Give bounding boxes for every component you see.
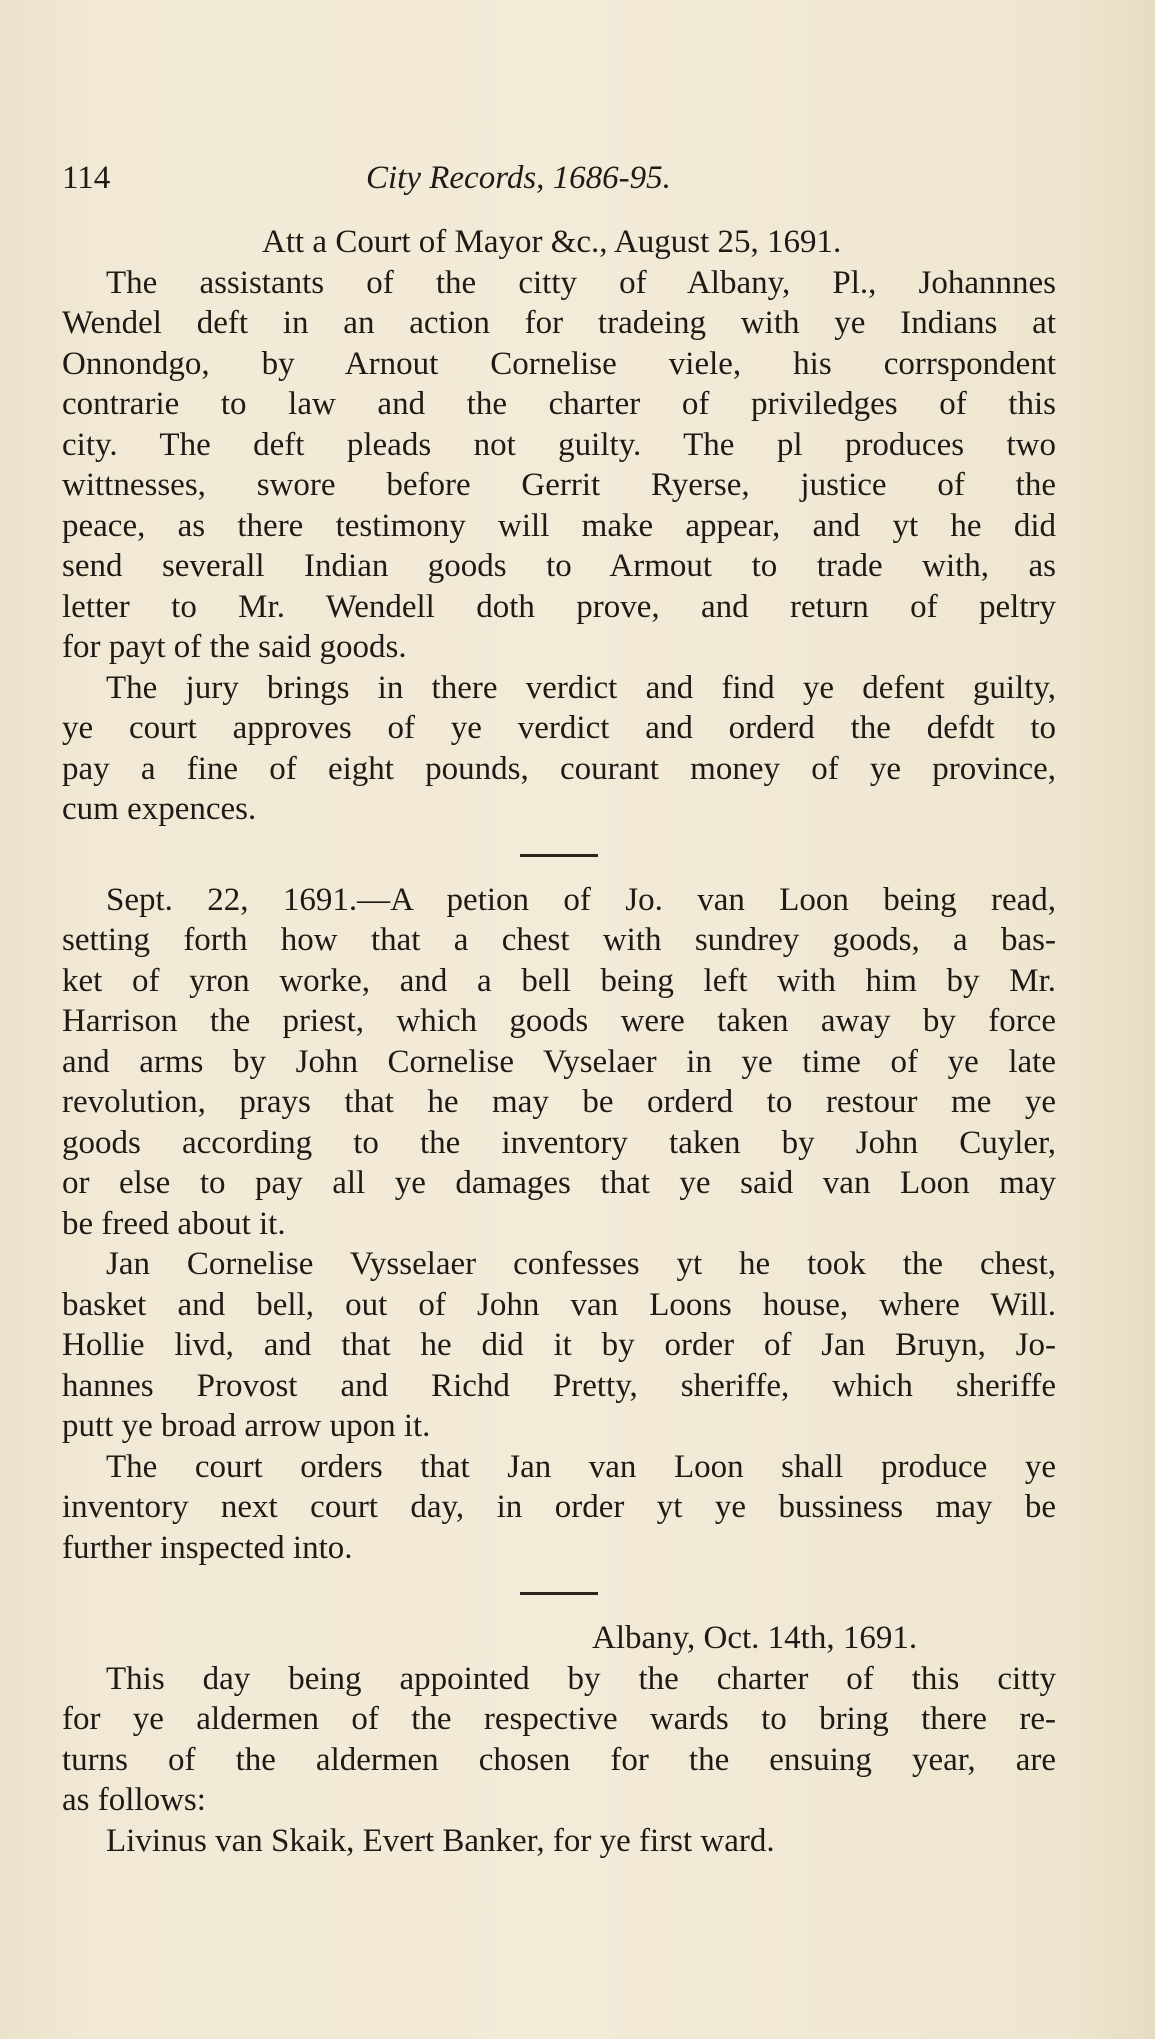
text-line: as follows: xyxy=(62,1782,206,1818)
court-dateline: Att a Court of Mayor &c., August 25, 1691. xyxy=(262,224,842,260)
paragraph-aldermen-returns xyxy=(62,1659,1056,1821)
text-line: or else to pay all ye damages that ye said van Loon may xyxy=(62,1165,1056,1201)
text-line: wittnesses, swore before Gerrit Ryerse, justice of the xyxy=(62,467,1056,503)
page-number: 114 xyxy=(62,160,111,196)
paragraph-van-loon-petition xyxy=(62,880,1056,1245)
text-line: Sept. 22, 1691.—A petion of Jo. van Loon being read, xyxy=(106,881,1056,918)
text-line: peace, as there testimony will make appear, and yt he did xyxy=(62,507,1056,544)
text-line: send severall Indian goods to Armout to trade with, as xyxy=(62,548,1056,584)
text-line: Hollie livd, and that he did it by order of Jan Bruyn, Jo- xyxy=(62,1327,1056,1363)
paragraph-jury-verdict xyxy=(62,668,1056,830)
text-line: ye court approves of ye verdict and orderd the defdt to xyxy=(62,710,1056,746)
text-line: for ye aldermen of the respective wards to bring there re- xyxy=(62,1701,1056,1737)
paragraph-first-ward xyxy=(62,1821,1056,1862)
text-line: cum expences. xyxy=(62,791,257,827)
text-line: be freed about it. xyxy=(62,1205,286,1242)
text-line: Onnondgo, by Arnout Cornelise viele, his corrspondent xyxy=(62,345,1056,382)
text-line: inventory next court day, in order yt ye bussiness may be xyxy=(62,1489,1056,1525)
text-line: Harrison the priest, which goods were taken away by force xyxy=(62,1003,1056,1039)
text-line: hannes Provost and Richd Pretty, sheriffe, which sheriffe xyxy=(62,1367,1056,1404)
text-line: goods according to the inventory taken by John Cuyler, xyxy=(62,1124,1056,1161)
text-line: Jan Cornelise Vysselaer confesses yt he took the chest, xyxy=(106,1246,1056,1282)
text-line: setting forth how that a chest with sundrey goods, a bas- xyxy=(62,922,1056,958)
text-line: pay a fine of eight pounds, courant money of ye province, xyxy=(62,750,1056,787)
albany-dateline: Albany, Oct. 14th, 1691. xyxy=(592,1620,918,1656)
text-line: city. The deft pleads not guilty. The pl produces two xyxy=(62,426,1056,463)
text-line: ket of yron worke, and a bell being left with him by Mr. xyxy=(62,962,1056,999)
text-line: The assistants of the citty of Albany, Pl., Johannnes xyxy=(106,264,1056,301)
text-line: This day being appointed by the charter of this citty xyxy=(106,1660,1056,1697)
running-head: City Records, 1686-95. xyxy=(366,160,671,196)
paragraph-wendel-case xyxy=(62,263,1056,668)
paragraph-court-order xyxy=(62,1447,1056,1569)
text-line: contrarie to law and the charter of priviledges of this xyxy=(62,386,1056,422)
text-line: putt ye broad arrow upon it. xyxy=(62,1408,431,1444)
section-divider xyxy=(520,854,598,857)
text-line: basket and bell, out of John van Loons house, where Will. xyxy=(62,1286,1056,1323)
text-line: The jury brings in there verdict and find ye defent guilty, xyxy=(106,669,1056,706)
page-header xyxy=(62,160,1056,204)
text-line: for payt of the said goods. xyxy=(62,629,407,665)
text-line: turns of the aldermen chosen for the ensuing year, are xyxy=(62,1741,1056,1778)
text-line: The court orders that Jan van Loon shall produce ye xyxy=(106,1448,1056,1485)
section-divider xyxy=(520,1592,598,1595)
paragraph-vysselaer-confession xyxy=(62,1244,1056,1447)
text-line: Wendel deft in an action for tradeing with ye Indians at xyxy=(62,305,1056,341)
text-line: letter to Mr. Wendell doth prove, and return of peltry xyxy=(62,588,1056,625)
text-line: and arms by John Cornelise Vyselaer in ye time of ye late xyxy=(62,1043,1056,1080)
text-line: further inspected into. xyxy=(62,1529,353,1566)
text-line: revolution, prays that he may be orderd to restour me ye xyxy=(62,1084,1056,1120)
body-text xyxy=(62,222,1056,1861)
text-line: Livinus van Skaik, Evert Banker, for ye first ward. xyxy=(106,1822,775,1859)
